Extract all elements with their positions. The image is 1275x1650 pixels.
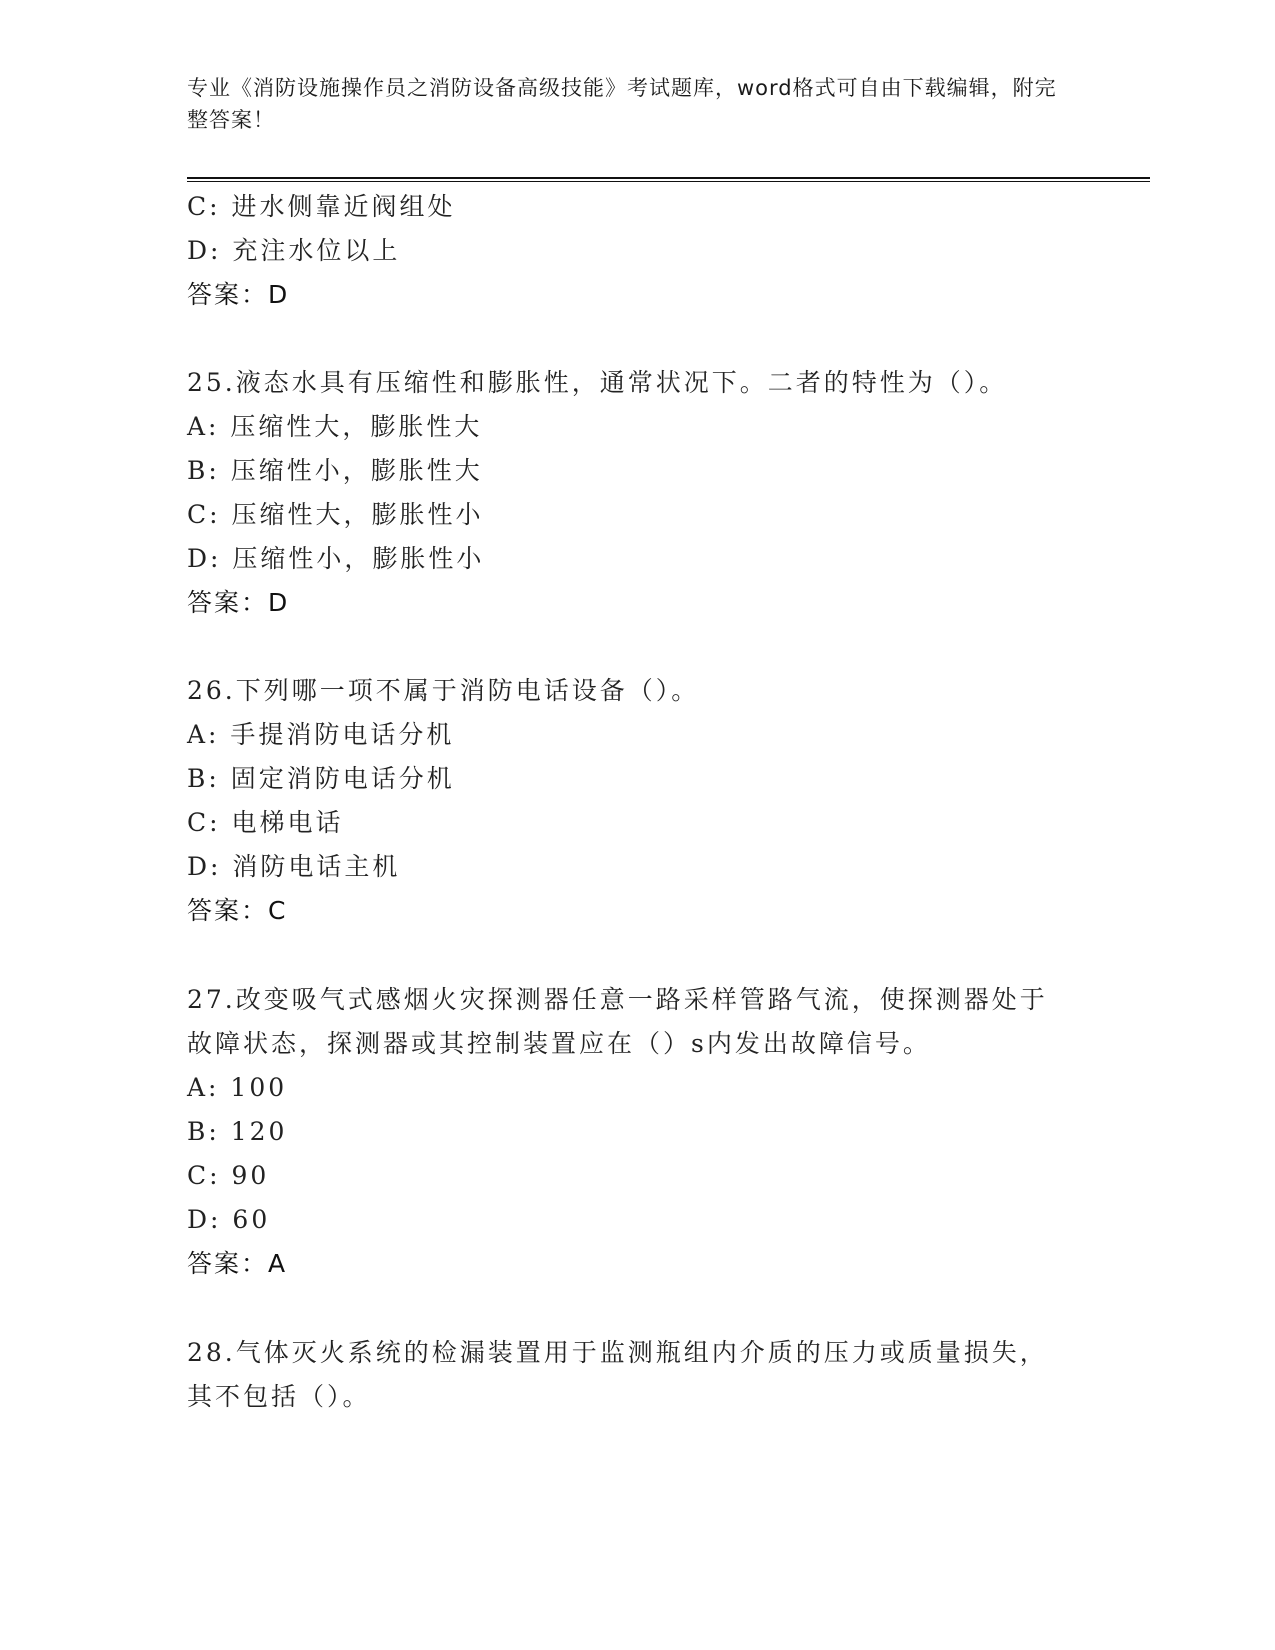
option-c: C: 压缩性大，膨胀性小: [187, 500, 484, 529]
question-stem: 故障状态，探测器或其控制装置应在（）s内发出故障信号。: [187, 1029, 931, 1058]
option-d: D: 消防电话主机: [187, 852, 401, 881]
option-a: A: 压缩性大，膨胀性大: [187, 412, 483, 441]
question-stem: 28.气体灭火系统的检漏装置用于监测瓶组内介质的压力或质量损失，: [187, 1338, 1048, 1367]
question-stem: 25.液态水具有压缩性和膨胀性，通常状况下。二者的特性为（）。: [187, 368, 1008, 397]
option-b: B: 120: [187, 1117, 288, 1146]
option-d: D: 60: [187, 1205, 271, 1234]
header-divider: [187, 177, 1150, 179]
option-b: B: 固定消防电话分机: [187, 764, 455, 793]
option-a: A: 手提消防电话分机: [187, 720, 455, 749]
question-stem: 其不包括（）。: [187, 1382, 371, 1411]
header-divider-thin: [187, 181, 1150, 182]
option-b: B: 压缩性小，膨胀性大: [187, 456, 483, 485]
option-c: C: 进水侧靠近阀组处: [187, 192, 456, 221]
answer: 答案：C: [187, 896, 288, 925]
answer: 答案：D: [187, 588, 290, 617]
option-d: D: 充注水位以上: [187, 236, 401, 265]
option-c: C: 电梯电话: [187, 808, 344, 837]
question-stem: 26.下列哪一项不属于消防电话设备（）。: [187, 676, 700, 705]
option-d: D: 压缩性小，膨胀性小: [187, 544, 485, 573]
answer: 答案：D: [187, 280, 290, 309]
option-c: C: 90: [187, 1161, 270, 1190]
answer: 答案：A: [187, 1249, 288, 1278]
question-stem: 27.改变吸气式感烟火灾探测器任意一路采样管路气流，使探测器处于: [187, 985, 1048, 1014]
option-a: A: 100: [187, 1073, 288, 1102]
document-header: 专业《消防设施操作员之消防设备高级技能》考试题库，word格式可自由下载编辑，附完整答案！: [187, 76, 1057, 132]
